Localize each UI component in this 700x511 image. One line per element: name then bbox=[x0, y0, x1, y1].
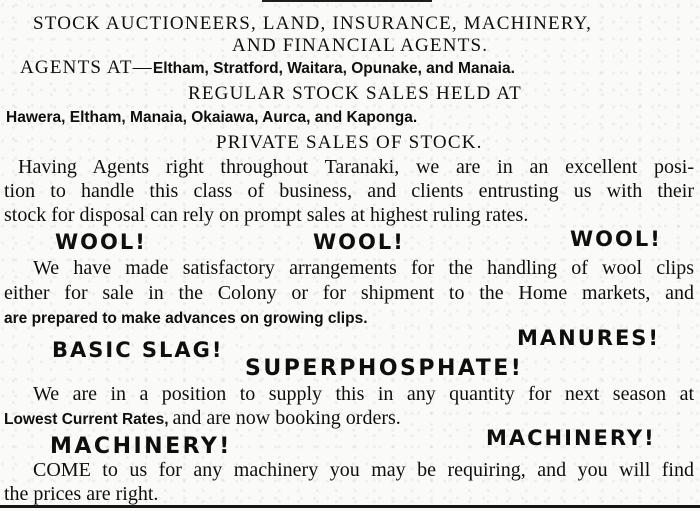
machinery-paragraph-line-2: the prices are right. bbox=[4, 483, 159, 505]
stock-paragraph-line-1: Having Agents right throughout Taranaki, we are in an excellent posi- bbox=[18, 156, 694, 178]
sales-heading: REGULAR STOCK SALES HELD AT bbox=[188, 83, 522, 104]
top-rule bbox=[262, 0, 432, 2]
wool-heading-left: WOOL! bbox=[55, 230, 147, 254]
stock-paragraph-line-2: tion to handle this class of business, and clients entrusting us with their bbox=[4, 180, 694, 202]
stock-paragraph-line-3: stock for disposal can rely on prompt sales at highest ruling rates. bbox=[4, 204, 529, 226]
agents-line bbox=[20, 58, 515, 77]
agents-towns: Eltham, Stratford, Waitara, Opunake, and Manaia. bbox=[152, 60, 515, 77]
basic-slag-heading: BASIC SLAG! bbox=[52, 338, 224, 362]
booking-orders-text: and are now booking orders. bbox=[172, 407, 401, 429]
sales-towns: Hawera, Eltham, Manaia, Okaiawa, Aurca, and Kaponga. bbox=[6, 109, 418, 126]
manures-paragraph-line-1: We are in a position to supply this in any quantity for next season at bbox=[33, 383, 694, 405]
manures-paragraph-line-2 bbox=[4, 408, 401, 428]
wool-paragraph-line-1: We have made satisfactory arrangements for the handling of wool clips bbox=[33, 257, 694, 279]
wool-heading-center: WOOL! bbox=[313, 230, 405, 254]
wool-advances-line: are prepared to make advances on growing clips. bbox=[4, 310, 368, 327]
superphosphate-heading: SUPERPHOSPHATE! bbox=[245, 356, 524, 381]
heading-line-1: STOCK AUCTIONEERS, LAND, INSURANCE, MACHINERY, bbox=[33, 13, 593, 34]
machinery-heading-right: MACHINERY! bbox=[486, 426, 656, 450]
machinery-heading-left: MACHINERY! bbox=[50, 434, 232, 459]
agents-label: AGENTS AT— bbox=[20, 57, 153, 78]
lowest-current-rates: Lowest Current Rates, bbox=[4, 411, 169, 428]
bottom-rule bbox=[0, 505, 700, 508]
wool-heading-right: WOOL! bbox=[570, 227, 662, 251]
manures-heading: MANURES! bbox=[517, 326, 660, 350]
machinery-paragraph-line-1: COME to us for any machinery you may be requiring, and you will find bbox=[33, 459, 694, 481]
wool-paragraph-line-2: either for sale in the Colony or for shipment to the Home markets, and bbox=[4, 282, 694, 304]
private-sales-heading: PRIVATE SALES OF STOCK. bbox=[216, 132, 483, 153]
heading-line-2: AND FINANCIAL AGENTS. bbox=[232, 35, 489, 56]
